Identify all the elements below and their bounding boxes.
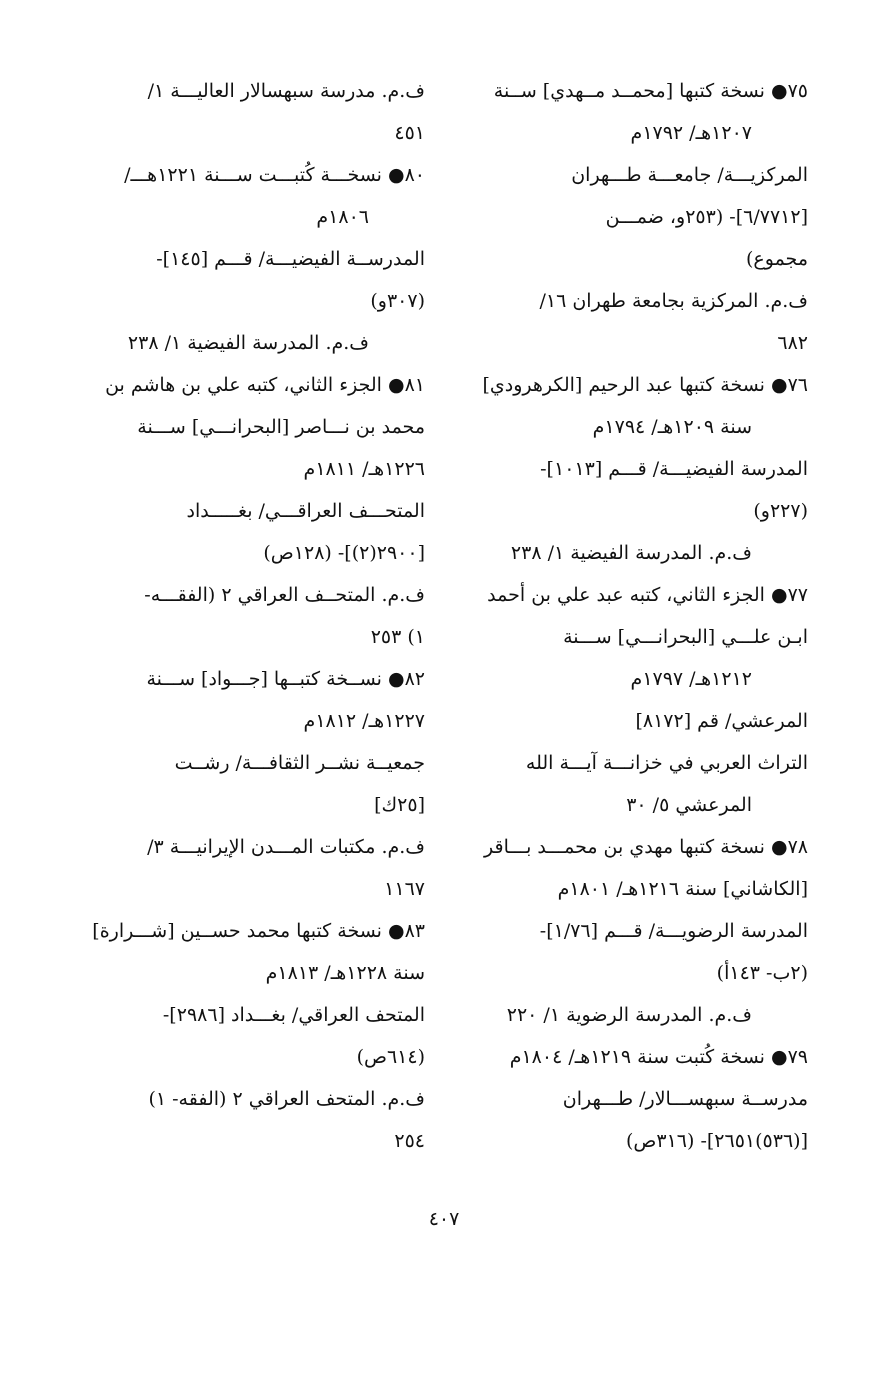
entry-line: المتحف العراقي/ بغـــداد [٢٩٨٦]- xyxy=(162,1004,425,1026)
entry-line: ٨١● الجزء الثاني، كتبه علي بن هاشم بن xyxy=(105,374,425,396)
entry-line: ١٢١٢هـ/ ١٧٩٧م xyxy=(630,668,752,690)
entry-line: ١) ٢٥٣ xyxy=(370,626,425,648)
entry-line: (٣٠٧و) xyxy=(370,290,425,312)
entry-line: مدرســة سبهســـالار/ طـــهران xyxy=(562,1088,808,1110)
entry-line: ٨٢● نســخة كتبــها [جـــواد] ســـنة xyxy=(146,668,425,690)
entry-line: ١٢٢٦هـ/ ١٨١١م xyxy=(303,458,425,480)
entry-line: ٧٦● نسخة كتبها عبد الرحيم [الكرهرودي] xyxy=(482,374,808,396)
entry-line: (٦١٤ص) xyxy=(356,1046,425,1068)
entry-line: (٢ب- ١٤٣أ) xyxy=(716,962,808,984)
entry-line: ٧٨● نسخة كتبها مهدي بن محمـــد بـــاقر xyxy=(484,836,808,858)
entry-line: سنة ١٢٠٩هـ/ ١٧٩٤م xyxy=(592,416,752,438)
entry-line: سنة ١٢٢٨هـ/ ١٨١٣م xyxy=(265,962,425,984)
entry-line: [٦/٧٧١٢]- (٢٥٣و، ضمـــن xyxy=(605,206,808,228)
entry-line: ف.م. مدرسة سبهسالار العاليـــة ١/ xyxy=(147,80,425,102)
entry-line: المدرسة الرضويـــة/ قـــم [١/٧٦]- xyxy=(539,920,808,942)
entry-line: [(٥٣٦)٢٦٥١]- (٣١٦ص) xyxy=(625,1130,808,1152)
entry-line: مجموع) xyxy=(746,248,808,270)
entry-line: المركزيـــة/ جامعـــة طـــهران xyxy=(571,164,808,186)
entry-line: ٦٨٢ xyxy=(777,332,808,354)
entry-line: ف.م. المركزية بجامعة طهران ١٦/ xyxy=(539,290,808,312)
entry-line: ١١٦٧ xyxy=(384,878,425,900)
entry-line: ف.م. المتحف العراقي ٢ (الفقه- ١) xyxy=(148,1088,425,1110)
page-number: ٤٠٧ xyxy=(428,1208,460,1230)
entry-line: ابـن علـــي [البحرانـــي] ســـنة xyxy=(563,626,808,648)
entry-line: المتحـــف العراقـــي/ بغـــــداد xyxy=(186,500,425,522)
entry-line: ٧٧● الجزء الثاني، كتبه عبد علي بن أحمد xyxy=(487,584,808,606)
entry-line: ف.م. المدرسة الفيضية ١/ ٢٣٨ xyxy=(510,542,752,564)
entry-line: المرعشي/ قم [٨١٧٢] xyxy=(635,710,808,732)
entry-line: ٧٥● نسخة كتبها [محمــد مــهدي] ســنة xyxy=(493,80,808,102)
entry-line: ١٨٠٦م xyxy=(316,206,369,228)
entry-line: التراث العربي في خزانـــة آيـــة الله xyxy=(525,752,808,774)
entry-line: ١٢٠٧هـ/ ١٧٩٢م xyxy=(630,122,752,144)
entry-line: ٨٠● نسخـــة كُتبـــت ســـنة ١٢٢١هـــ/ xyxy=(124,164,425,186)
entry-line: المدرسة الفيضيـــة/ قـــم [١٠١٣]- xyxy=(540,458,808,480)
entry-line: ٧٩● نسخة كُتبت سنة ١٢١٩هـ/ ١٨٠٤م xyxy=(509,1046,808,1068)
entry-line: جمعيــة نشــر الثقافـــة/ رشــت xyxy=(174,752,425,774)
entry-line: ٤٥١ xyxy=(394,122,425,144)
entry-line: محمد بن نـــاصر [البحرانـــي] ســـنة xyxy=(137,416,425,438)
entry-line: ١٢٢٧هـ/ ١٨١٢م xyxy=(303,710,425,732)
entry-line: ٢٥٤ xyxy=(394,1130,425,1152)
entry-line: المرعشي ٥/ ٣٠ xyxy=(626,794,752,816)
entry-line: ٨٣● نسخة كتبها محمد حســين [شـــرارة] xyxy=(92,920,425,942)
entry-line: [٢٩٠٠(٢)]- (١٢٨ص) xyxy=(263,542,425,564)
entry-line: ف.م. المدرسة الرضوية ١/ ٢٢٠ xyxy=(506,1004,752,1026)
left-column xyxy=(80,70,425,1162)
right-column xyxy=(463,70,808,1162)
entry-line: ف.م. مكتبات المـــدن الإيرانيـــة ٣/ xyxy=(147,836,425,858)
entry-line: [٢٥ك] xyxy=(374,794,425,816)
entry-line: (٢٢٧و) xyxy=(753,500,808,522)
entry-line: [الكاشاني] سنة ١٢١٦هـ/ ١٨٠١م xyxy=(557,878,808,900)
entry-line: ف.م. المدرسة الفيضية ١/ ٢٣٨ xyxy=(127,332,369,354)
entry-line: ف.م. المتحــف العراقي ٢ (الفقـــه- xyxy=(144,584,425,606)
entry-line: المدرســة الفيضيـــة/ قـــم [١٤٥]- xyxy=(156,248,425,270)
